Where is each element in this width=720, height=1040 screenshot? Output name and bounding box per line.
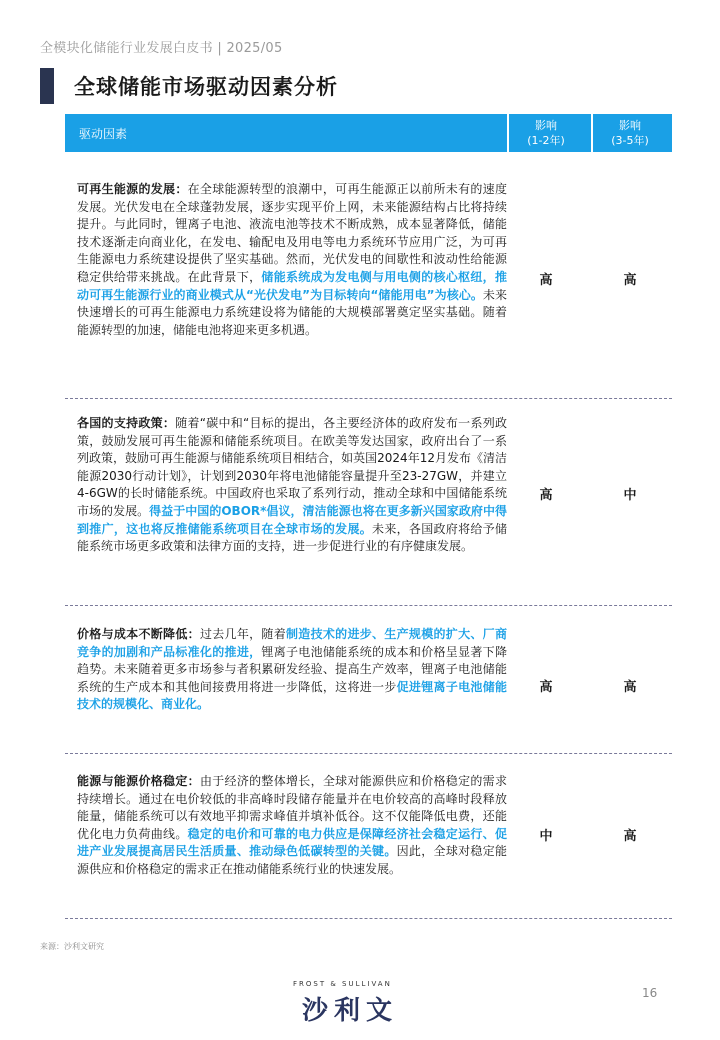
- impact-short-value: 中: [539, 829, 553, 844]
- impact-short-value: 高: [539, 273, 553, 288]
- header-impact-short: 影响 (1-2年): [527, 119, 565, 147]
- header-separator: [591, 114, 593, 152]
- table-row: [65, 398, 672, 606]
- impact-long-value: 高: [623, 829, 637, 844]
- impact-long-value: 中: [623, 488, 637, 503]
- impact-short-value: 高: [539, 488, 553, 503]
- table-header: [65, 114, 672, 152]
- logo-tagline: FROST & SULLIVAN: [293, 980, 392, 988]
- header-factor: 驱动因素: [79, 127, 128, 141]
- header-impact-long: 影响 (3-5年): [611, 119, 649, 147]
- title-accent-bar: [40, 68, 54, 104]
- impact-long-value: 高: [623, 680, 637, 695]
- table-row: [65, 605, 672, 754]
- source-note: 来源：沙利文研究: [40, 942, 104, 951]
- page-title: 全球储能市场驱动因素分析: [74, 75, 338, 99]
- row-description: 能源与能源价格稳定：由于经济的整体增长，全球对能源供应和价格稳定的需求持续增长。通过在电价较低的非高峰时段储存能量并在电价较高的高峰时段释放能量，储能系统可以有效地平抑需求峰值并填补低谷。这不仅能降低电费，还能优化电力负荷曲线。稳定的电价和可靠的电力供应是保障经济社会稳定运行、促进产业发展提高居民生活质量、推动绿色低碳转型的关键。因此，全球对稳定能源供应和价格稳定的需求正在推动储能系统行业的快速发展。: [77, 774, 507, 876]
- page-number: 16: [642, 986, 658, 1000]
- row-description: 可再生能源的发展：在全球能源转型的浪潮中，可再生能源正以前所未有的速度发展。光伏发电在全球蓬勃发展，逐步实现平价上网，未来能源结构占比将持续提升。与此同时，锂离子电池、液流电池等技术不断成熟，成本显著降低，储能技术逐渐走向商业化，在发电、输配电及用电等电力系统环节应用广泛，为可再生能源电力系统建设提供了坚实基础。然而，光伏发电的间歇性和波动性给能源稳定供给带来挑战。在此背景下，储能系统成为发电侧与用电侧的核心枢纽，推动可再生能源行业的商业模式从“光伏发电”为目标转向“储能用电”为核心。未来快速增长的可再生能源电力系统建设将为储能的大规模部署奠定坚实基础。随着能源转型的加速，储能电池将迎来更多机遇。: [77, 182, 507, 337]
- table-row: [65, 152, 672, 399]
- table-row: [65, 753, 672, 919]
- header-separator: [507, 114, 509, 152]
- row-description: 各国的支持政策：随着“碳中和“目标的提出，各主要经济体的政府发布一系列政策，鼓励发展可再生能源和储能系统项目。在欧美等发达国家，政府出台了一系列政策，鼓励可再生能源与储能系统项目相结合，如英国2024年12月发布《清洁能源2030行动计划》，计划到2030年将电池储能容量提升至23-27GW，并建立4-6GW的长时储能系统。中国政府也采取了系列行动，推动全球和中国储能系统市场的发展。得益于中国的OBOR*倡议，清洁能源也将在更多新兴国家政府中得到推广，这也将反推储能系统项目在全球市场的发展。未来，各国政府将给予储能系统市场更多政策和法律方面的支持，进一步促进行业的有序健康发展。: [77, 416, 507, 554]
- report-header: 全模块化储能行业发展白皮书 | 2025/05: [40, 41, 283, 56]
- impact-long-value: 高: [623, 273, 637, 288]
- row-description: 价格与成本不断降低：过去几年，随着制造技术的进步、生产规模的扩大、厂商竞争的加剧和产品标准化的推进，锂离子电池储能系统的成本和价格呈显著下降趋势。未来随着更多市场参与者积累研发经验、提高生产效率，锂离子电池储能系统的生产成本和其他间接费用将进一步降低，这将进一步促进锂离子电池储能技术的规模化、商业化。: [77, 627, 507, 712]
- impact-short-value: 高: [539, 680, 553, 695]
- company-logo: 沙利文: [302, 996, 399, 1026]
